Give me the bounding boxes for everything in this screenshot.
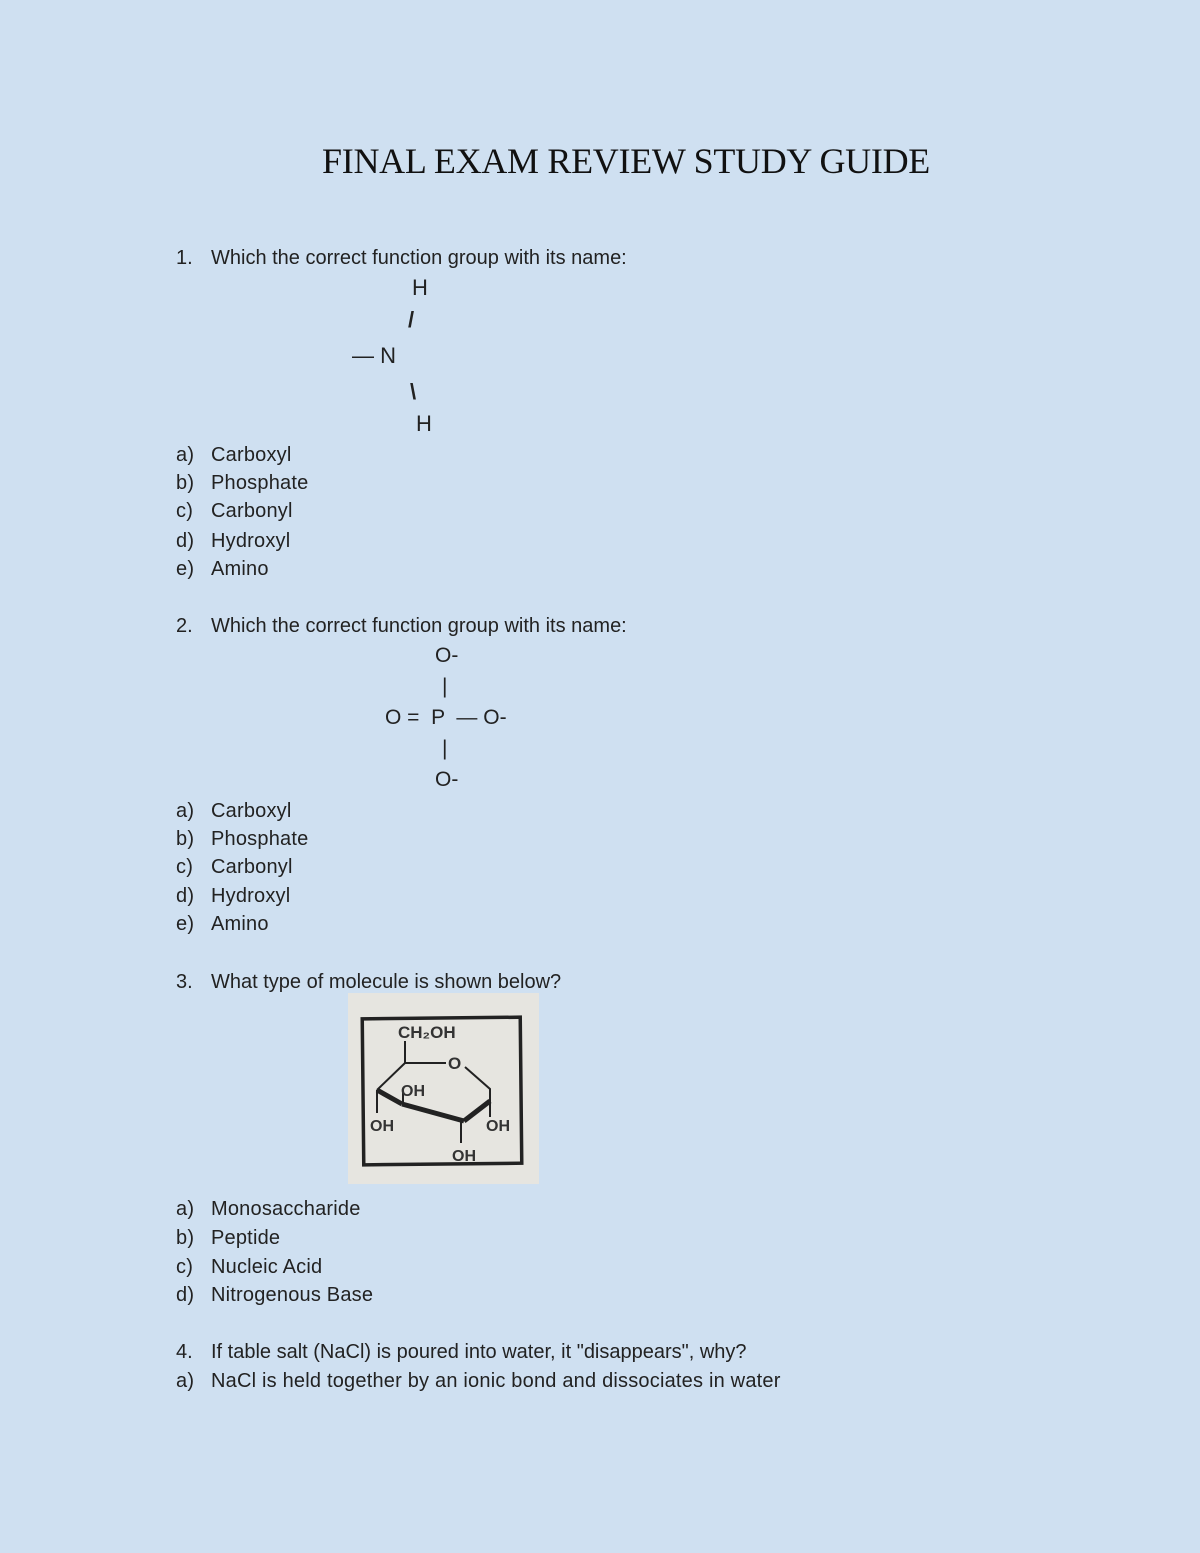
option-2c: c) Carbonyl bbox=[176, 856, 293, 878]
question-1 bbox=[176, 246, 627, 270]
structure-bond-up: / bbox=[408, 307, 415, 332]
question-3 bbox=[176, 970, 561, 994]
question-text: Which the correct function group with its name: bbox=[211, 247, 627, 269]
option-1d: d) Hydroxyl bbox=[176, 530, 291, 552]
option-2a: a) Carboxyl bbox=[176, 800, 292, 822]
option-2e: e) Amino bbox=[176, 913, 269, 935]
question-text: What type of molecule is shown below? bbox=[211, 971, 562, 993]
option-4a: a) NaCl is held together by an ionic bond and dissociates in water bbox=[176, 1370, 781, 1392]
option-3d: d) Nitrogenous Base bbox=[176, 1284, 374, 1306]
question-number: 4. bbox=[176, 1341, 193, 1363]
question-text: If table salt (NaCl) is poured into water, it "disappears", why? bbox=[211, 1341, 747, 1363]
question-text: Which the correct function group with its name: bbox=[211, 615, 627, 637]
structure-p-center: O = P — O- bbox=[385, 706, 507, 729]
label-ring-o: O bbox=[448, 1054, 462, 1073]
structure-h-top: H bbox=[412, 275, 428, 300]
question-number: 3. bbox=[176, 971, 193, 993]
structure-h-bottom: H bbox=[416, 411, 432, 436]
glucose-structure-image bbox=[348, 993, 539, 1184]
option-1c: c) Carbonyl bbox=[176, 500, 293, 522]
label-oh-left: OH bbox=[370, 1118, 394, 1135]
option-3b: b) Peptide bbox=[176, 1227, 281, 1249]
question-4 bbox=[176, 1340, 747, 1364]
structure-bond-down: \ bbox=[410, 379, 417, 404]
option-1e: e) Amino bbox=[176, 558, 269, 580]
structure-n: — N bbox=[352, 343, 396, 368]
label-ch2oh: CH₂OH bbox=[398, 1023, 456, 1042]
structure-bond-top: | bbox=[442, 675, 448, 698]
structure-o-bottom: O- bbox=[435, 768, 459, 791]
question-2 bbox=[176, 614, 627, 638]
label-oh-bottom: OH bbox=[452, 1148, 476, 1165]
option-2d: d) Hydroxyl bbox=[176, 885, 291, 907]
label-oh-inner: OH bbox=[401, 1083, 425, 1100]
label-oh-right: OH bbox=[486, 1118, 510, 1135]
structure-o-top: O- bbox=[435, 644, 459, 667]
option-2b: b) Phosphate bbox=[176, 828, 309, 850]
option-3c: c) Nucleic Acid bbox=[176, 1256, 323, 1278]
structure-bond-bottom: | bbox=[442, 737, 448, 760]
option-3a: a) Monosaccharide bbox=[176, 1198, 361, 1220]
question-number: 2. bbox=[176, 615, 193, 637]
page-title: FINAL EXAM REVIEW STUDY GUIDE bbox=[322, 141, 930, 181]
option-1a: a) Carboxyl bbox=[176, 444, 292, 466]
question-number: 1. bbox=[176, 247, 193, 269]
option-1b: b) Phosphate bbox=[176, 472, 309, 494]
